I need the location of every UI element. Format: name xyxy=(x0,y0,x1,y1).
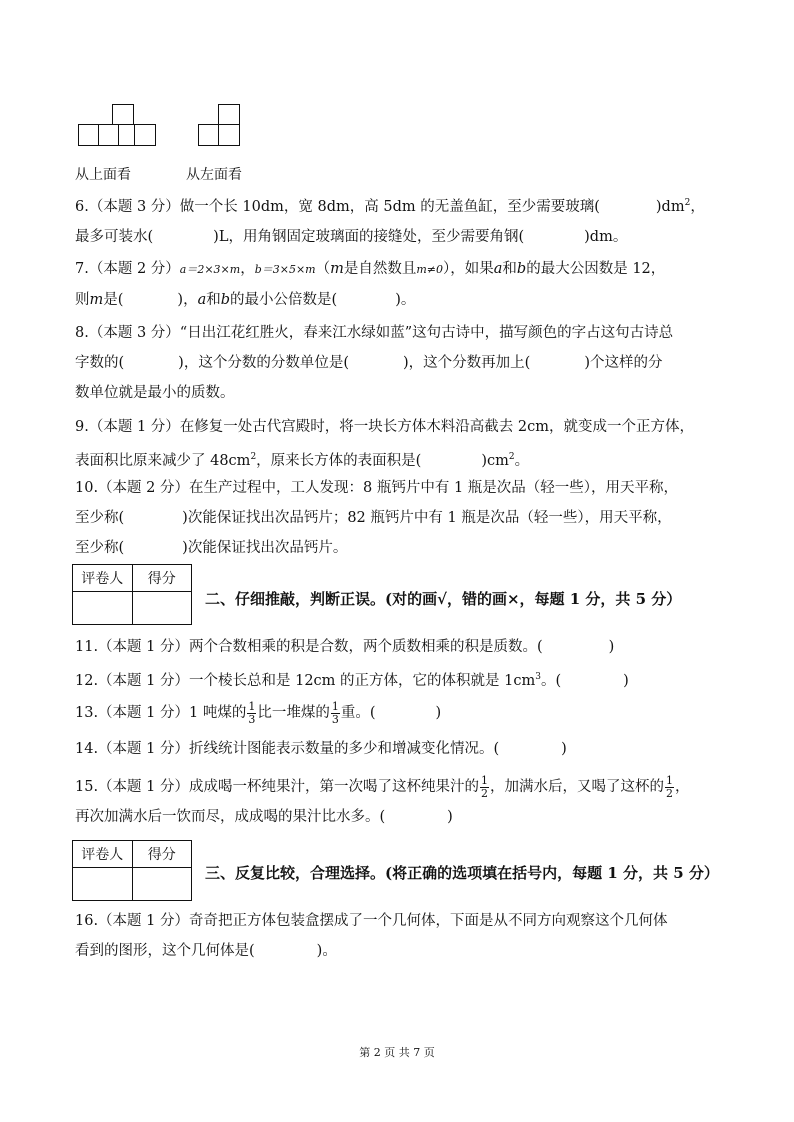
q7-paren: （ xyxy=(315,261,331,277)
q6-sup: 2 xyxy=(684,198,691,208)
q7-text-5: 是( xyxy=(103,292,124,308)
q7-text-3: ），如果 xyxy=(443,261,494,277)
question-8 xyxy=(75,318,725,408)
q13-text-2: 比一堆煤的 xyxy=(257,705,330,721)
q15-text-3: 再次加满水后一饮而尽，成成喝的果汁比水多。( xyxy=(75,809,386,825)
q15-fraction-2 xyxy=(665,775,674,800)
q13-num-1: 1 xyxy=(248,699,256,713)
q7-text-6: )， xyxy=(177,292,198,308)
question-13 xyxy=(75,698,725,728)
q7-var-a2: a xyxy=(197,292,207,308)
q16-text-2: 看到的图形，这个几何体是( xyxy=(75,943,255,959)
grader-label-2: 评卷人 xyxy=(73,841,133,868)
q15-num-1: 1 xyxy=(481,773,489,787)
q7-and-2: 和 xyxy=(206,292,221,308)
question-6 xyxy=(75,188,725,252)
q7-sep: ， xyxy=(240,261,255,277)
q6-text-3: )L，用角钢固定玻璃面的接缝处，至少需要角钢( xyxy=(213,228,525,245)
question-10 xyxy=(75,473,725,563)
question-14 xyxy=(75,734,725,764)
score-label: 得分 xyxy=(132,565,192,592)
q16-text-3: )。 xyxy=(316,943,337,959)
q9-sup-2: 2 xyxy=(508,452,515,462)
page-footer: 第 2 页 共 7 页 xyxy=(359,1046,435,1059)
q13-num-2: 1 xyxy=(331,699,339,713)
score-box-section-2 xyxy=(72,564,192,625)
q13-fraction-2 xyxy=(331,701,340,726)
q6-text-1: 6.（本题 3 分）做一个长 10dm，宽 8dm，高 5dm 的无盖鱼缸，至少需要玻璃( xyxy=(75,198,600,215)
q10-text-3: )次能保证找出次品钙片；82 瓶钙片中有 1 瓶是次品（轻一些），用天平称， xyxy=(182,510,672,526)
score-cell[interactable] xyxy=(132,592,192,625)
q7-text-7: 的最小公倍数是( xyxy=(230,292,338,308)
q7-text-4: 的最大公因数是 12， xyxy=(526,261,666,277)
q9-text-2: 表面积比原来减少了 48cm xyxy=(75,452,251,469)
q9-unit: )cm xyxy=(481,452,509,469)
q10-text-2: 至少称( xyxy=(75,510,125,526)
q7-var-m: m xyxy=(330,261,344,277)
q7-cond: m≠0 xyxy=(416,263,444,276)
q7-text-2: 是自然数且 xyxy=(343,261,417,277)
question-11 xyxy=(75,632,725,662)
top-view-caption: 从上面看 xyxy=(75,167,131,183)
section-2-title: 二、仔细推敲，判断正误。(对的画√，错的画×，每题 1 分，共 5 分） xyxy=(205,590,682,608)
q16-text-1: 16.（本题 1 分）奇奇把正方体包装盒摆成了一个几何体，下面是从不同方向观察这个几何体 xyxy=(75,913,668,929)
left-view-caption: 从左面看 xyxy=(186,167,242,183)
q6-unit-1: )dm xyxy=(655,198,685,215)
q7-and: 和 xyxy=(502,261,517,277)
q7-var-b: b xyxy=(516,261,527,277)
score-cell-2[interactable] xyxy=(132,868,192,901)
q8-text-4: )，这个分数再加上( xyxy=(403,355,531,371)
q8-text-3: )，这个分数的分数单位是( xyxy=(178,355,349,371)
q12-close: ) xyxy=(623,672,629,689)
q15-fraction-1 xyxy=(480,775,489,800)
q9-text-1: 9.（本题 1 分）在修复一处古代宫殿时，将一块长方体木料沿高截去 2cm，就变成一个正方体， xyxy=(75,419,694,435)
question-16 xyxy=(75,906,725,966)
q6-comma: ， xyxy=(690,198,705,215)
q7-var-a: a xyxy=(493,261,503,277)
q10-text-1: 10.（本题 2 分）在生产过程中，工人发现：8 瓶钙片中有 1 瓶是次品（轻一些），用天平称， xyxy=(75,480,679,496)
q9-text-3: ，原来长方体的表面积是( xyxy=(256,452,422,469)
q6-text-2: 最多可装水( xyxy=(75,228,154,245)
q7-text-1: 7.（本题 2 分） xyxy=(75,261,180,277)
question-7 xyxy=(75,254,725,315)
q12-text: 12.（本题 1 分）一个棱长总和是 12cm 的正方体，它的体积就是 1cm xyxy=(75,672,536,689)
q15-comma: ， xyxy=(675,779,690,795)
q9-period: 。 xyxy=(514,452,530,469)
q13-text-3: 重。( xyxy=(340,705,376,721)
q8-text-1: 8.（本题 3 分）“日出江花红胜火，春来江水绿如蓝”这句古诗中，描写颜色的字占这句古诗总 xyxy=(75,325,674,341)
q12-sup: 3 xyxy=(535,672,541,682)
question-12 xyxy=(75,662,725,696)
q9-sup-1: 2 xyxy=(250,452,257,462)
q13-text-1: 13.（本题 1 分）1 吨煤的 xyxy=(75,705,247,721)
q6-text-4: )dm。 xyxy=(584,228,628,245)
q8-text-2: 字数的( xyxy=(75,355,125,371)
q15-den-1: 2 xyxy=(481,786,489,800)
grader-cell-2[interactable] xyxy=(73,868,133,901)
q8-text-5: )个这样的分 xyxy=(584,355,663,371)
q13-den-2: 3 xyxy=(331,712,339,726)
q15-text-2: ，加满水后，又喝了这杯的 xyxy=(490,779,665,795)
q7-var-m2: m xyxy=(89,292,104,308)
score-label-2: 得分 xyxy=(132,841,192,868)
q11-text: 11.（本题 1 分）两个合数相乘的积是合数，两个质数相乘的积是质数。( xyxy=(75,639,543,655)
q8-text-6: 数单位就是最小的质数。 xyxy=(75,385,235,401)
q14-close: ) xyxy=(561,741,567,757)
q10-text-4: 至少称( xyxy=(75,540,125,556)
q7-then: 则 xyxy=(75,292,90,308)
q7-text-8: )。 xyxy=(395,292,416,308)
grader-label: 评卷人 xyxy=(73,565,133,592)
section-3-title: 三、反复比较，合理选择。(将正确的选项填在括号内，每题 1 分，共 5 分） xyxy=(205,864,719,882)
q14-text: 14.（本题 1 分）折线统计图能表示数量的多少和增减变化情况。( xyxy=(75,741,500,757)
question-9 xyxy=(75,412,725,476)
q15-text-1: 15.（本题 1 分）成成喝一杯纯果汁，第一次喝了这杯纯果汁的 xyxy=(75,779,480,795)
q7-expr-a: a＝2×3×m xyxy=(179,263,241,276)
q15-den-2: 2 xyxy=(666,786,674,800)
q15-num-2: 1 xyxy=(666,773,674,787)
question-15 xyxy=(75,772,725,832)
q11-close: ) xyxy=(608,639,615,655)
grader-cell[interactable] xyxy=(73,592,133,625)
q13-fraction-1 xyxy=(247,701,256,726)
q7-expr-b: b＝3×5×m xyxy=(254,263,316,276)
q10-text-5: )次能保证找出次品钙片。 xyxy=(182,540,348,556)
q7-var-b2: b xyxy=(220,292,231,308)
q15-close: ) xyxy=(447,809,453,825)
q13-den-1: 3 xyxy=(248,712,256,726)
view-figures xyxy=(70,100,330,190)
q13-close: ) xyxy=(435,705,442,721)
q12-text-2: 。( xyxy=(540,672,562,689)
score-box-section-3 xyxy=(72,840,192,901)
